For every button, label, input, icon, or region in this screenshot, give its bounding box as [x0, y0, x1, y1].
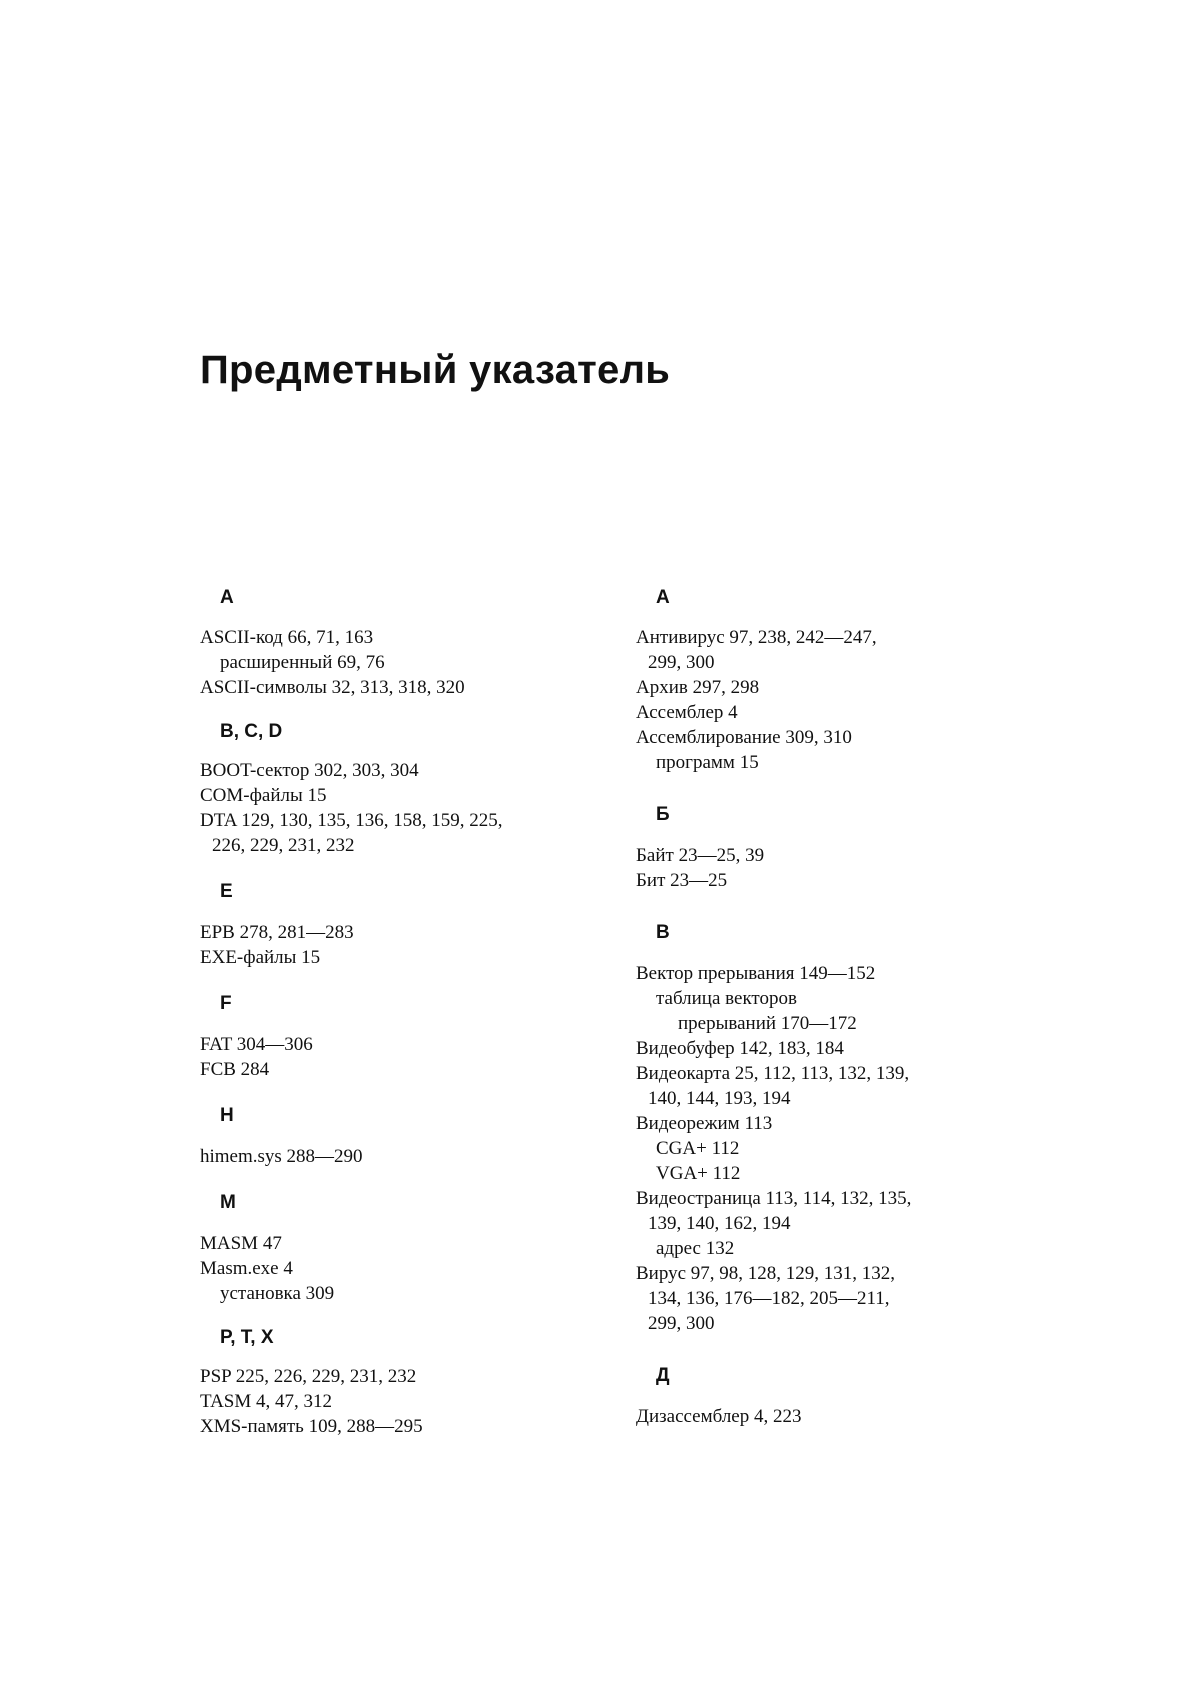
- index-entry: Антивирус 97, 238, 242—247,: [636, 627, 877, 648]
- index-entry: DTA 129, 130, 135, 136, 158, 159, 225,: [200, 810, 503, 831]
- index-entry: Дизассемблер 4, 223: [636, 1406, 802, 1427]
- index-entry: Ассемблирование 309, 310: [636, 727, 852, 748]
- index-subentry: расширенный 69, 76: [220, 652, 385, 673]
- index-entry: Masm.exe 4: [200, 1258, 293, 1279]
- section-entries: [636, 1404, 1056, 1429]
- index-entry: COM-файлы 15: [200, 785, 327, 806]
- index-entry-continuation: 139, 140, 162, 194: [648, 1213, 791, 1234]
- section-entries: [200, 920, 620, 970]
- index-section-e: [200, 880, 620, 970]
- index-section-bcd: [200, 720, 620, 858]
- index-entry: Вирус 97, 98, 128, 129, 131, 132,: [636, 1263, 896, 1284]
- index-subentry: VGA+ 112: [656, 1163, 741, 1184]
- index-entry: Видеорежим 113: [636, 1113, 773, 1134]
- section-letter: А: [656, 587, 670, 608]
- section-letter: P, T, X: [220, 1327, 274, 1348]
- index-entry: PSP 225, 226, 229, 231, 232: [200, 1366, 417, 1387]
- index-entry: Видеокарта 25, 112, 113, 132, 139,: [636, 1063, 910, 1084]
- index-subentry: адрес 132: [656, 1238, 735, 1259]
- index-entry: Вектор прерывания 149—152: [636, 963, 876, 984]
- index-section-m: [200, 1191, 620, 1306]
- index-entry: FAT 304—306: [200, 1034, 313, 1055]
- index-subentry: CGA+ 112: [656, 1138, 740, 1159]
- index-section-cyr-d: [636, 1364, 1056, 1429]
- section-entries: [200, 1032, 620, 1082]
- index-entry: ASCII-символы 32, 313, 318, 320: [200, 677, 465, 698]
- index-section-cyr-b: [636, 803, 1056, 893]
- index-subentry: таблица векторов: [656, 988, 797, 1009]
- section-letter: F: [220, 993, 232, 1014]
- index-section-ptx: [200, 1326, 620, 1439]
- page-title: Предметный указатель: [200, 348, 671, 392]
- section-entries: [636, 843, 1056, 893]
- section-letter: M: [220, 1192, 236, 1213]
- section-entries: [636, 625, 1056, 775]
- index-section-cyr-v: [636, 921, 1056, 1336]
- index-entry: TASM 4, 47, 312: [200, 1391, 333, 1412]
- index-entry: Ассемблер 4: [636, 702, 738, 723]
- section-letter: Б: [656, 804, 670, 825]
- index-entry: FCB 284: [200, 1059, 270, 1080]
- index-entry: Архив 297, 298: [636, 677, 760, 698]
- section-entries: [200, 758, 620, 858]
- index-entry: EPB 278, 281—283: [200, 922, 354, 943]
- section-entries: [200, 1144, 620, 1169]
- section-letter: Д: [656, 1365, 670, 1386]
- section-entries: [200, 625, 620, 700]
- section-entries: [200, 1231, 620, 1306]
- index-subentry: программ 15: [656, 752, 759, 773]
- index-entry-continuation: 299, 300: [648, 652, 715, 673]
- index-subentry: установка 309: [220, 1283, 335, 1304]
- section-entries: [200, 1364, 620, 1439]
- index-entry: Видеостраница 113, 114, 132, 135,: [636, 1188, 912, 1209]
- index-subentry-continuation: прерываний 170—172: [678, 1013, 857, 1034]
- index-entry: EXE-файлы 15: [200, 947, 321, 968]
- index-section-a: [200, 586, 620, 700]
- index-entry: BOOT-сектор 302, 303, 304: [200, 760, 419, 781]
- index-entry-continuation: 134, 136, 176—182, 205—211,: [648, 1288, 890, 1309]
- index-entry: Видеобуфер 142, 183, 184: [636, 1038, 844, 1059]
- index-entry-continuation: 226, 229, 231, 232: [212, 835, 355, 856]
- index-entry-continuation: 299, 300: [648, 1313, 715, 1334]
- index-entry: ASCII-код 66, 71, 163: [200, 627, 374, 648]
- index-entry: Бит 23—25: [636, 870, 728, 891]
- section-letter: A: [220, 587, 234, 608]
- index-section-f: [200, 992, 620, 1082]
- index-entry: himem.sys 288—290: [200, 1146, 363, 1167]
- index-column-right: [636, 586, 1056, 1429]
- section-letter: B, C, D: [220, 721, 283, 742]
- section-letter: H: [220, 1105, 234, 1126]
- index-entry: Байт 23—25, 39: [636, 845, 765, 866]
- section-letter: E: [220, 881, 233, 902]
- index-entry-continuation: 140, 144, 193, 194: [648, 1088, 791, 1109]
- index-entry: XMS-память 109, 288—295: [200, 1416, 423, 1437]
- section-entries: [636, 961, 1056, 1336]
- section-letter: В: [656, 922, 670, 943]
- index-entry: MASM 47: [200, 1233, 282, 1254]
- index-column-left: [200, 586, 620, 1439]
- index-section-h: [200, 1104, 620, 1169]
- index-section-cyr-a: [636, 586, 1056, 775]
